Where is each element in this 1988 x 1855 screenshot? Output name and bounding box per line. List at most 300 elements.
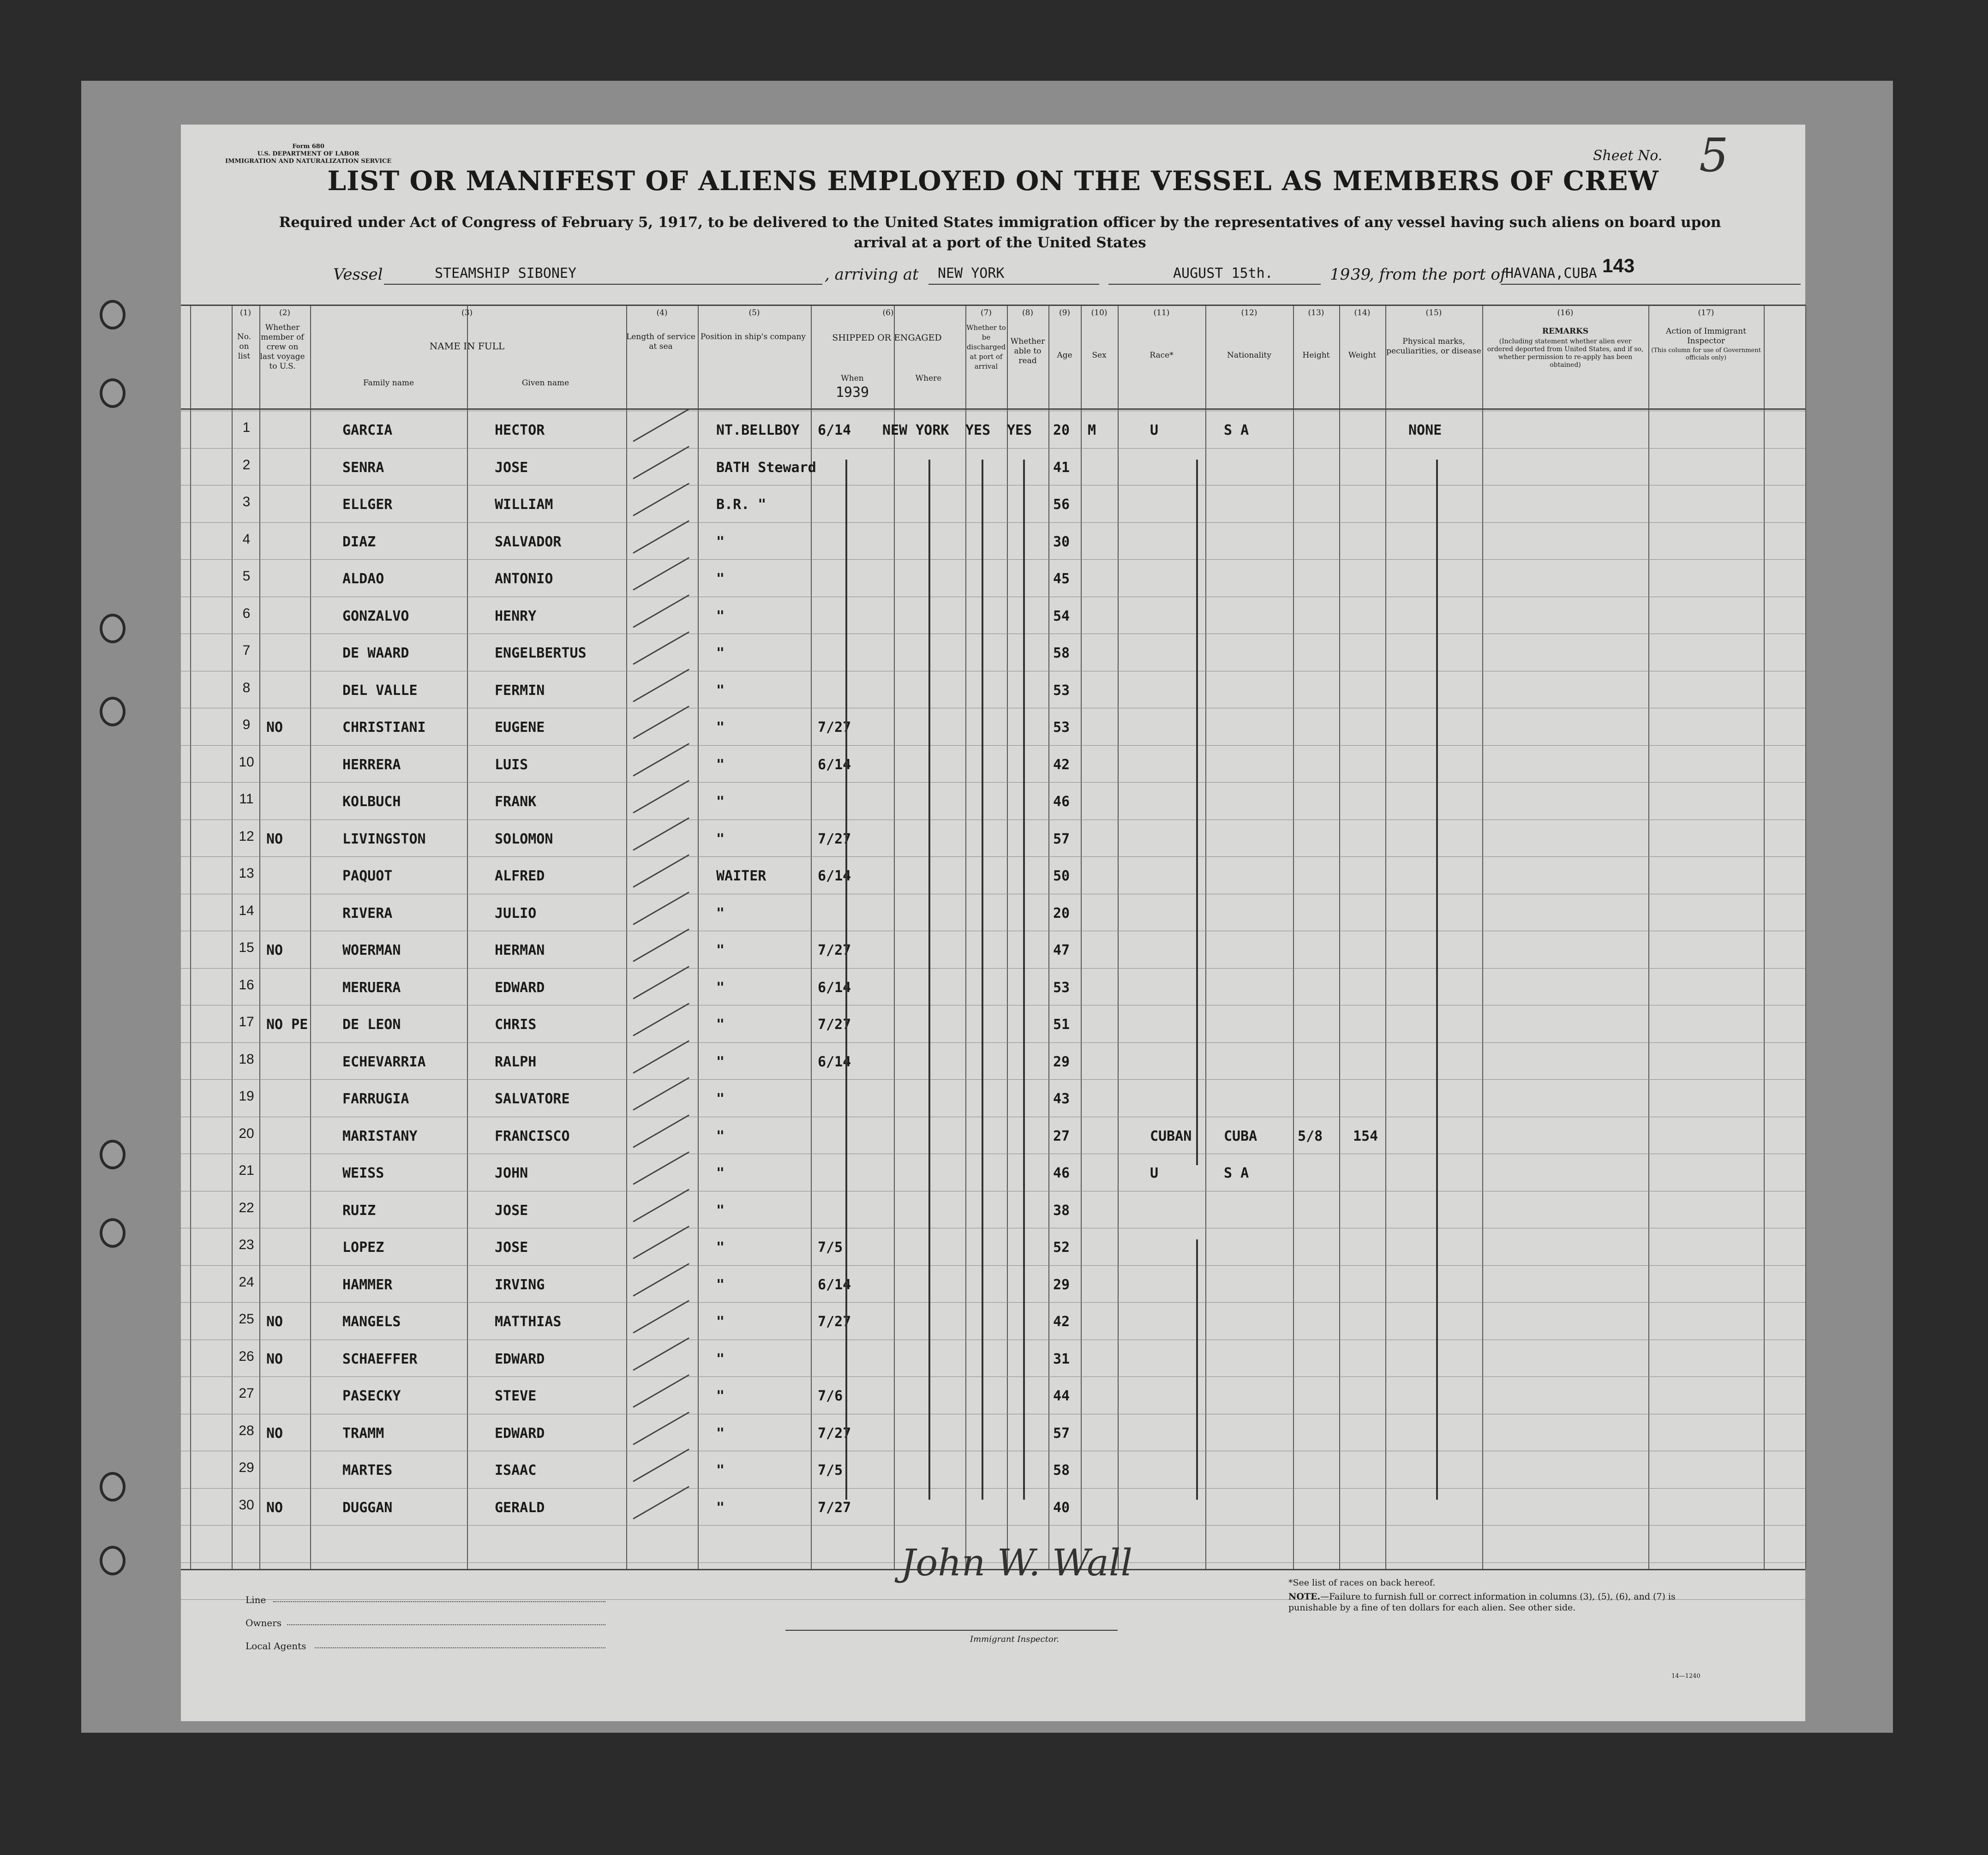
cell-when: 7/27 [818,942,851,958]
cell-position: " [716,1462,725,1478]
row-number: 9 [242,717,251,732]
header-no: No. on list [237,332,251,361]
column-rule [698,305,699,1569]
from-port: HAVANA,CUBA [1505,265,1597,281]
column-number: (8) [1022,308,1034,317]
cell-age: 20 [1053,422,1070,438]
row-number: 6 [242,605,251,621]
cell-when: 6/14 [818,979,851,996]
cell-family: ALDAO [342,571,384,587]
header-given: Given name [521,378,569,388]
binder-hole [100,378,126,408]
arriving-port: NEW YORK [938,265,1005,281]
cell-given: STEVE [495,1388,537,1404]
cell-family: GARCIA [342,422,393,438]
cell-given: ANTONIO [495,571,553,587]
cell-height: 5/8 [1298,1128,1323,1144]
column-rule [310,305,311,1569]
row-number: 17 [239,1014,254,1029]
service-tick-mark [633,446,689,479]
cell-last: NO [266,831,283,847]
cell-when: 7/27 [818,1499,851,1516]
row-number: 15 [239,940,254,955]
column-number: (1) [240,308,251,317]
cell-given: LUIS [495,756,528,773]
cell-position: " [716,571,725,587]
cell-family: RUIZ [342,1202,376,1219]
cell-age: 38 [1053,1202,1070,1219]
service-tick-mark [633,1300,689,1334]
cell-given: EDWARD [495,1425,545,1442]
cell-given: JOHN [495,1165,528,1181]
header-remarks-note: (Including statement whether alien ever ordered deported from United States, and if so, whether permission to re-apply has been obtained) [1487,338,1644,369]
row-rule [181,1302,1805,1303]
cell-family: DUGGAN [342,1499,393,1516]
cell-given: SALVATORE [495,1091,570,1107]
row-number: 8 [242,680,251,695]
row-rule [181,559,1805,560]
sheet-label: Sheet No. [1593,148,1663,164]
service-tick-mark [633,1077,689,1111]
column-number: (4) [656,308,668,317]
column-number: (10) [1091,308,1108,317]
cell-position: BATH Steward [716,459,816,476]
cell-last: NO [266,942,283,958]
column-number: (11) [1153,308,1170,317]
cell-race: U [1150,422,1159,438]
binder-hole [100,614,126,643]
row-number: 24 [239,1274,254,1290]
column-rule [467,305,468,1569]
header-rule [181,408,1805,410]
column-rule [1764,305,1765,1569]
header-action-note: (This column for use of Government officials only) [1651,347,1761,361]
row-rule [181,448,1805,449]
cell-family: ELLGER [342,497,393,513]
cell-when: 6/14 [818,868,851,884]
cell-family: WEISS [342,1165,384,1181]
cell-race: U [1150,1165,1159,1181]
cell-age: 58 [1053,1462,1070,1478]
service-tick-mark [633,780,689,814]
manifest-table [181,305,1805,1569]
service-tick-mark [633,1448,689,1482]
header-year: 1939 [835,384,869,401]
header-weight: Weight [1348,351,1377,360]
ditto-line [1436,460,1438,1500]
cell-last: NO [266,1499,283,1516]
cell-race: CUBAN [1150,1128,1192,1144]
owners-label: Owners [246,1617,282,1628]
cell-age: 53 [1053,682,1070,699]
cell-when: 6/14 [818,1053,851,1070]
races-note: *See list of races on back hereof. [1288,1578,1436,1588]
ditto-line [1023,460,1025,1500]
cell-family: DE WAARD [342,645,409,661]
service-tick-mark [633,1374,689,1408]
cell-given: CHRIS [495,1017,537,1033]
service-tick-mark [633,892,689,925]
sheet-number: 5 [1699,128,1729,182]
line-label: Line [246,1594,266,1605]
cell-given: RALPH [495,1053,537,1070]
column-rule [1007,305,1008,1569]
cell-when: 6/14 [818,1276,851,1293]
cell-age: 46 [1053,794,1070,810]
header-where: Where [915,374,942,383]
header-action: Action of Immigrant Inspector [1666,327,1746,346]
cell-given: EDWARD [495,1351,545,1367]
cell-when: 7/27 [818,719,851,736]
cell-family: GONZALVO [342,608,409,624]
cell-given: EDWARD [495,979,545,996]
cell-age: 43 [1053,1091,1070,1107]
cell-given: FERMIN [495,682,545,699]
cell-family: FARRUGIA [342,1091,409,1107]
cell-given: JOSE [495,459,528,476]
column-rule [626,305,627,1569]
header-height: Height [1302,351,1330,360]
column-rule [965,305,966,1569]
column-number: (7) [980,308,992,317]
cell-age: 56 [1053,497,1070,513]
department: U.S. DEPARTMENT OF LABOR [257,150,359,157]
service-tick-mark [633,1003,689,1036]
column-rule [1805,305,1806,1569]
column-rule [894,305,895,1569]
cell-weight: 154 [1353,1128,1378,1144]
cell-family: DE LEON [342,1017,401,1033]
cell-given: ENGELBERTUS [495,645,587,661]
binder-hole [100,1218,126,1248]
cell-when: 7/5 [818,1239,843,1256]
header-remarks: REMARKS [1542,327,1589,336]
cell-given: JOSE [495,1239,528,1256]
row-rule [181,968,1805,969]
binder-hole [100,1140,126,1169]
cell-given: ALFRED [495,868,545,884]
cell-where: NEW YORK [882,422,949,438]
service-tick-mark [633,1226,689,1259]
form-number: Form 680 [292,143,324,150]
cell-age: 29 [1053,1053,1070,1070]
cell-given: HENRY [495,608,537,624]
service-tick-mark [633,854,689,888]
cell-when: 7/27 [818,1425,851,1442]
row-rule [181,1079,1805,1080]
column-rule [1081,305,1082,1569]
row-number: 11 [239,791,254,807]
column-number: (16) [1557,308,1574,317]
binder-hole [100,300,126,329]
service-tick-mark [633,706,689,739]
cell-age: 42 [1053,756,1070,773]
cell-age: 47 [1053,942,1070,958]
header-name: NAME IN FULL [429,341,505,352]
table-border [181,305,1805,306]
service-tick-mark [633,1412,689,1445]
cell-family: PASECKY [342,1388,401,1404]
cell-when: 7/6 [818,1388,843,1404]
note-label: NOTE. [1288,1592,1321,1602]
cell-position: " [716,979,725,996]
cell-given: MATTHIAS [495,1314,562,1330]
vessel-info [181,265,1805,288]
cell-family: MANGELS [342,1314,401,1330]
ditto-line [982,460,983,1500]
row-number: 23 [239,1237,254,1252]
cell-given: JOSE [495,1202,528,1219]
header-position: Position in ship's company [700,332,806,341]
cell-age: 27 [1053,1128,1070,1144]
service-tick-mark [633,1486,689,1520]
cell-age: 50 [1053,868,1070,884]
inspector-signature: John W. Wall [901,1541,1132,1584]
cell-family: HAMMER [342,1276,393,1293]
column-rule [1385,305,1386,1569]
column-number: (6) [882,308,894,317]
column-number: (15) [1425,308,1442,317]
column-number: (13) [1308,308,1324,317]
cell-discharged: YES [965,422,991,438]
form-header [225,143,391,165]
binder-hole [100,697,126,726]
cell-age: 57 [1053,831,1070,847]
cell-position: " [716,533,725,550]
inspector-label: Immigrant Inspector. [970,1634,1060,1644]
ditto-line [1196,460,1198,1166]
header-race: Race* [1150,351,1174,360]
header-read: Whether able to read [1010,337,1045,365]
cell-when: 6/14 [818,756,851,773]
binder-hole [100,1472,126,1502]
header-last-voyage: Whether member of crew on last voyage to U.S. [260,323,305,371]
cell-family: TRAMM [342,1425,384,1442]
cell-age: 52 [1053,1239,1070,1256]
cell-family: WOERMAN [342,942,401,958]
cell-given: GERALD [495,1499,545,1516]
service-tick-mark [633,1337,689,1371]
column-rule [1293,305,1294,1569]
row-rule [181,1265,1805,1266]
cell-age: 31 [1053,1351,1070,1367]
column-rule [1048,305,1049,1569]
cell-position: " [716,1276,725,1293]
row-number: 27 [239,1386,254,1401]
cell-given: HERMAN [495,942,545,958]
manifest-sheet [181,125,1805,1721]
service-tick-mark [633,1263,689,1297]
cell-given: SOLOMON [495,831,553,847]
column-number: (5) [748,308,760,317]
service-tick-mark [633,557,689,591]
row-number: 3 [242,494,251,509]
cell-position: " [716,682,725,699]
row-number: 25 [239,1311,254,1327]
cell-age: 29 [1053,1276,1070,1293]
document-subtitle: Required under Act of Congress of February 5, 1917, to be delivered to the United States immigration officer by the representatives of any vessel having such aliens on board upon arrival at a port of the United States [279,214,1721,251]
cell-age: 54 [1053,608,1070,624]
cell-position: B.R. " [716,497,766,513]
cell-when: 7/27 [818,831,851,847]
cell-position: " [716,1499,725,1516]
service-tick-mark [633,966,689,999]
column-rule [190,305,191,1569]
service-tick-mark [633,483,689,516]
note-text: —Failure to furnish full or correct information in columns (3), (5), (6), and (7) is punishable by a fine of ten dollars for each alien. See other side. [1288,1592,1676,1613]
cell-family: SENRA [342,459,384,476]
row-number: 30 [239,1497,254,1513]
service-tick-mark [633,928,689,962]
service-tick-mark [633,743,689,777]
row-rule [181,782,1805,783]
row-number: 2 [242,457,251,473]
cell-family: MERUERA [342,979,401,996]
cell-position: " [716,794,725,810]
cell-given: FRANCISCO [495,1128,570,1144]
cell-nationality: S A [1224,1165,1249,1181]
header-nationality: Nationality [1227,351,1271,360]
service-tick-mark [633,631,689,665]
column-number: (17) [1698,308,1714,317]
cell-family: SCHAEFFER [342,1351,418,1367]
row-rule [181,1376,1805,1377]
cell-position: " [716,1351,725,1367]
row-number: 16 [239,977,254,993]
row-number: 10 [239,754,254,770]
cell-family: RIVERA [342,905,393,922]
cell-position: " [716,645,725,661]
header-service: Length of service at sea [626,332,695,351]
cell-age: 53 [1053,719,1070,736]
from-label: , from the port of [1369,265,1506,284]
cell-given: ISAAC [495,1462,537,1478]
row-number: 22 [239,1200,254,1215]
cell-when: 7/27 [818,1017,851,1033]
header-when: When [841,374,864,383]
cell-family: PAQUOT [342,868,393,884]
vessel-name: STEAMSHIP SIBONEY [435,265,577,281]
cell-given: WILLIAM [495,497,553,513]
service-tick-mark [633,669,689,702]
column-rule [1648,305,1649,1569]
cell-family: DIAZ [342,533,376,550]
binder-hole [100,1546,126,1575]
service: IMMIGRATION AND NATURALIZATION SERVICE [225,158,392,165]
row-rule [181,745,1805,746]
cell-marks: NONE [1408,422,1442,438]
row-number: 20 [239,1125,254,1141]
cell-family: CHRISTIANI [342,719,426,736]
service-tick-mark [633,1114,689,1148]
row-number: 1 [242,420,251,435]
cell-given: EUGENE [495,719,545,736]
cell-when: 7/27 [818,1314,851,1330]
ditto-line [1196,1239,1198,1500]
cell-family: MARTES [342,1462,393,1478]
cell-read: YES [1007,422,1032,438]
column-rule [1339,305,1340,1569]
cell-nationality: S A [1224,422,1249,438]
print-code: 14—1240 [1671,1673,1701,1680]
cell-age: 57 [1053,1425,1070,1442]
arriving-label: , arriving at [825,265,919,284]
row-number: 28 [239,1423,254,1438]
row-number: 19 [239,1089,254,1104]
header-family: Family name [363,378,414,388]
row-rule [181,1525,1805,1526]
cell-family: ECHEVARRIA [342,1053,426,1070]
row-number: 5 [242,568,251,584]
service-tick-mark [633,520,689,554]
cell-position: " [716,831,725,847]
cell-position: " [716,1091,725,1107]
cell-age: 20 [1053,905,1070,922]
cell-position: " [716,905,725,922]
cell-position: " [716,1239,725,1256]
cell-age: 40 [1053,1499,1070,1516]
cell-age: 44 [1053,1388,1070,1404]
cell-position: " [716,1053,725,1070]
row-number: 21 [239,1163,254,1178]
cell-family: MARISTANY [342,1128,418,1144]
cell-last: NO PE [266,1017,308,1033]
ditto-line [845,460,847,1500]
cell-position: " [716,1314,725,1330]
cell-last: NO [266,1314,283,1330]
cell-position: " [716,756,725,773]
year-prefix: 19 [1330,265,1350,284]
list-number: 143 [1602,255,1635,276]
row-number: 14 [239,903,254,918]
cell-given: IRVING [495,1276,545,1293]
service-tick-mark [633,408,689,442]
cell-family: LIVINGSTON [342,831,426,847]
column-rule [1205,305,1206,1569]
cell-sex: M [1088,422,1096,438]
column-number: (3) [461,308,473,317]
cell-age: 51 [1053,1017,1070,1033]
cell-when: 6/14 [818,422,851,438]
header-discharged: Whether to be discharged at port of arrival [966,323,1006,371]
service-tick-mark [633,1189,689,1222]
cell-age: 45 [1053,571,1070,587]
cell-last: NO [266,719,283,736]
cell-position: " [716,1388,725,1404]
row-number: 12 [239,828,254,844]
cell-age: 58 [1053,645,1070,661]
ditto-line [928,460,930,1500]
column-rule [811,305,812,1569]
cell-position: " [716,1017,725,1033]
cell-age: 41 [1053,459,1070,476]
cell-last: NO [266,1425,283,1442]
column-rule [1482,305,1483,1569]
cell-position: " [716,942,725,958]
row-number: 13 [239,866,254,881]
cell-when: 7/5 [818,1462,843,1478]
service-tick-mark [633,817,689,851]
cell-position: " [716,1202,725,1219]
cell-position: " [716,608,725,624]
agents-label: Local Agents [246,1640,306,1652]
header-sex: Sex [1092,351,1107,360]
row-number: 7 [242,643,251,658]
year-suffix: 39 [1351,265,1371,284]
cell-position: WAITER [716,868,766,884]
column-number: (2) [279,308,291,317]
cell-age: 46 [1053,1165,1070,1181]
